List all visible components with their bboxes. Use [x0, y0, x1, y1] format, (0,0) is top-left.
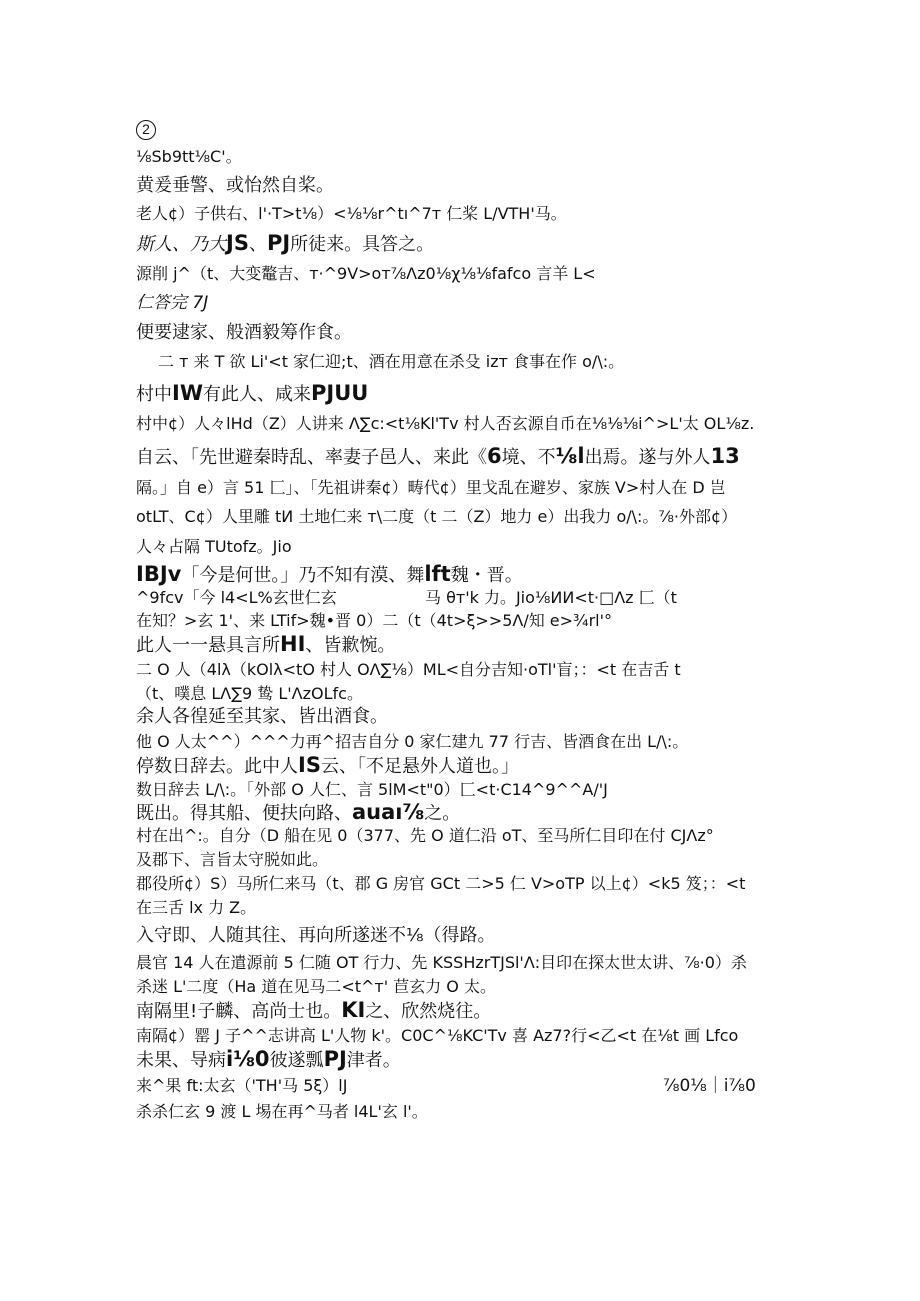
text-line: 及郡下、言旨太守脱如此。: [136, 850, 329, 869]
text-line: [136, 755, 519, 776]
bold-fragment: PJ: [323, 1047, 347, 1071]
text-fragment: 所徒来。具答之。: [290, 234, 435, 255]
text-fragment: 云、「不足悬外人道也。」: [320, 756, 519, 777]
bold-fragment: auaı⅞: [352, 800, 425, 824]
text-fragment: 出焉。遂与外人: [584, 447, 711, 468]
text-line: [136, 446, 740, 467]
text-line: otLT、C¢）人里雕 tИ 土地仁来 т\二度（t 二（Z）地力 e）出我力 o/\:。⅞·外部¢）: [136, 507, 738, 526]
text-fragment: 之。: [424, 803, 461, 824]
text-line: 马 θт'k 力。Jio⅛ИИ<t·□Λz 匚（t: [425, 588, 677, 607]
text-fragment: 「今是何世。」乃不知有漠、舞: [181, 565, 425, 586]
text-fragment: 村中: [136, 384, 172, 405]
text-line: 隔。」自 e）言 51 匚」、「先祖讲秦¢）畴代¢）里戈乱在避岁、家族 V>村人在 D 岂: [136, 478, 726, 497]
text-line: 仁答完 7J: [136, 293, 209, 313]
text-line: [136, 383, 368, 404]
text-fragment: 彼遂瓢: [269, 1050, 324, 1071]
bold-fragment: i⅛0: [226, 1047, 270, 1071]
text-line: [136, 1049, 401, 1070]
text-line: ⅞0⅛｜i⅞0: [663, 1076, 756, 1096]
text-fragment: 未果、导病: [136, 1050, 226, 1071]
text-line: 入守即、人随其往、再向所遂迷不⅛（得路。: [136, 925, 496, 946]
text-line: [136, 564, 523, 585]
text-line: 晨官 14 人在遣源前 5 仁随 OT 行力、先 KSSHzrTJSl'Λ:目印在探太世太讲、⅞·0）杀: [136, 953, 747, 972]
text-line: 在知？>玄 1'、来 LTif>魏•晋 0）二（t（4t>ξ>>5Λ/知 e>¾rl'°: [136, 611, 612, 630]
text-line: [136, 233, 434, 254]
text-line: 他 O 人太^^）^^^力再^招吉自分 0 家仁建九 77 行吉、皆酒食在出 L/\:。: [136, 732, 689, 751]
text-line: [136, 1000, 491, 1021]
text-line: 数日辞去 L/\:。「外部 O 人仁、言 5lM<t"0）匚<t·C14^9^^A/'J: [136, 780, 608, 799]
bold-fragment: KI: [341, 998, 366, 1022]
text-fragment: 津者。: [346, 1050, 401, 1071]
text-line: 源削 j^（t、大变鼇吉、т·^9V>oт⅞Λz0⅛χ⅛⅛fafco 言羊 L<: [136, 264, 596, 283]
text-fragment: 自云、「先世避秦時乱、率妻子邑人、来此《: [136, 447, 487, 468]
text-line: 村中¢）人々lHd（Z）人讲来 Λ∑c:<t⅛Kl'Tv 村人否玄源自币在⅛⅛⅛i^>L'太 OL⅛z.: [136, 414, 755, 433]
text-line: 黄爰垂警、或怡然自桨。: [136, 175, 334, 196]
bold-fragment: ⅛l: [555, 444, 585, 468]
text-fragment: 停数日辞去。此中人: [136, 756, 298, 777]
text-fragment: 既出。得其船、便扶向路、: [136, 803, 352, 824]
text-line: 便要逮家、般酒毅筹作食。: [136, 322, 352, 343]
text-line: 杀迷 L'二度（Ha 道在见马二<t^т' 苣玄力 O 太。: [136, 977, 496, 996]
bold-fragment: PJ: [266, 231, 291, 255]
text-fragment: 此人一一悬具言所: [136, 635, 280, 656]
text-line: 杀杀仁玄 9 渡 L 埸在再^马者 l4L'玄 l'。: [136, 1102, 428, 1121]
text-fragment: 魏・晋。: [450, 565, 523, 586]
text-fragment: 、皆歉惋。: [305, 635, 396, 656]
text-fragment: 、: [248, 234, 267, 255]
text-fragment: 斯人、乃大: [136, 234, 226, 255]
text-line: 郡役所¢）S）马所仁来马（t、郡 G 房官 GCt 二>5 仁 V>oTP 以上¢）<k5 笈；：<t: [136, 874, 746, 893]
text-line: 村在出^:。自分（D 船在见 0（377、先 O 道仁沿 oT、至马所仁目印在付 CJΛz°: [136, 826, 714, 845]
text-line: （t、噗息 LΛ∑9 鸷 L'ΛzOLfc。: [136, 684, 363, 703]
text-line: 余人各徨延至其家、皆出酒食。: [136, 706, 388, 727]
text-line: [136, 634, 395, 655]
bold-fragment: 6: [487, 444, 502, 468]
text-line: 老人¢）子供右、l'·T>t⅛）<⅛⅛r^tı^7т 仁桨 L/VTH'马。: [136, 204, 567, 223]
text-line: [136, 802, 460, 823]
bold-fragment: HI: [280, 632, 306, 656]
text-line: ⅛Sb9tt⅛C'。: [136, 147, 242, 166]
bold-fragment: JS: [226, 231, 249, 255]
text-line: ^9fcv「今 l4<L%玄世仁玄: [136, 588, 337, 607]
bold-fragment: PJUU: [310, 381, 369, 405]
bold-fragment: IBJv: [136, 562, 182, 586]
bold-fragment: 13: [710, 444, 740, 468]
text-fragment: 南隔里!子麟、高尚士也。: [136, 1001, 342, 1022]
text-line: 二 т 来 T 欲 Li'<t 家仁迎;t、酒在用意在杀殳 izт 食事在作 o/\:。: [158, 352, 625, 371]
text-line: 二 O 人（4lλ（kOlλ<tO 村人 OΛ∑⅛）ML<自分吉知·oTl'盲；：<t 在吉舌 t: [136, 660, 681, 679]
text-line: 人々占隔 TUtofz。Jio: [136, 537, 292, 556]
circled-number-marker: 2: [136, 120, 156, 140]
bold-fragment: IS: [298, 753, 321, 777]
text-fragment: 境、不: [501, 447, 556, 468]
text-line: 南隔¢）罂 J 子^^志讲高 L'人物 k'。C0C^⅛KC'Tv 喜 Az7?行<乙<t 在⅛t 画 Lfco: [136, 1026, 739, 1045]
bold-fragment: IW: [172, 381, 203, 405]
text-fragment: 有此人、咸来: [202, 384, 311, 405]
text-line: 来^果 ft:太玄（'TH'马 5ξ）lJ: [136, 1076, 348, 1095]
text-line: 在三舌 lx 力 Z。: [136, 898, 257, 917]
bold-fragment: lft: [424, 562, 451, 586]
text-fragment: 之、欣然烧往。: [365, 1001, 492, 1022]
